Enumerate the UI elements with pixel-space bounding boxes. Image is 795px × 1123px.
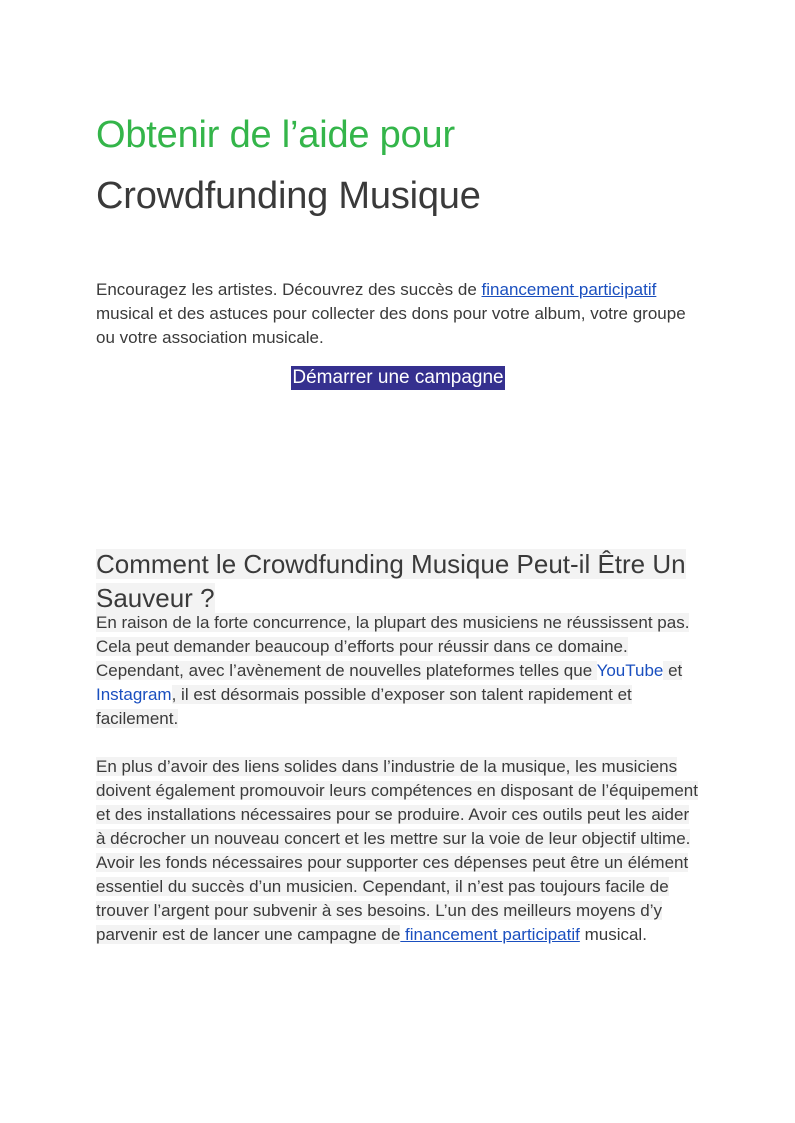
section-heading-text: Comment le Crowdfunding Musique Peut-il Être Un Sauveur ? (96, 549, 686, 613)
p1-text-a: En raison de la forte concurrence, la plupart des musiciens ne réussissent pas. Cela peut demander beaucoup d’efforts pour réussir dans ce domaine. Cependant, avec l’avènement de nouvelles plateformes telles que (96, 613, 690, 680)
start-campaign-button[interactable]: Démarrer une campagne (292, 367, 504, 388)
section-paragraph-2 (96, 755, 700, 947)
p1-text-c: , il est désormais possible d’exposer son talent rapidement et facilement. (96, 685, 632, 728)
financement-participatif-link[interactable]: financement participatif (481, 280, 657, 299)
page-title-line2: Crowdfunding Musique (96, 175, 481, 217)
youtube-link[interactable]: YouTube (596, 661, 664, 680)
p2-text-b: musical. (579, 925, 647, 944)
section-paragraph-1 (96, 611, 700, 731)
intro-text-after: musical et des astuces pour collecter des dons pour votre album, votre groupe ou votre association musicale. (96, 304, 686, 347)
intro-paragraph (96, 278, 700, 350)
p2-text-a: En plus d’avoir des liens solides dans l’industrie de la musique, les musiciens doivent également promouvoir leurs compétences en disposant de l’équipement et des installations nécessaires pour se produire. Avoir ces outils peut les aider à décrocher un nouveau concert et les mettre sur la voie de leur objectif ultime. Avoir les fonds nécessaires pour supporter ces dépenses peut être un élément essentiel du succès d’un musicien. Cependant, il n’est pas toujours facile de trouver l’argent pour subvenir à ses besoins. L’un des meilleurs moyens d’y parvenir est de lancer une campagne de (96, 757, 698, 944)
instagram-link[interactable]: Instagram (96, 685, 172, 704)
section-heading (96, 547, 700, 615)
intro-text-before: Encouragez les artistes. Découvrez des succès de (96, 280, 482, 299)
cta-container (96, 366, 700, 390)
financement-participatif-link-2[interactable]: financement participatif (400, 925, 580, 944)
p1-text-b: et (663, 661, 683, 680)
page-title-line1: Obtenir de l’aide pour (96, 114, 455, 156)
